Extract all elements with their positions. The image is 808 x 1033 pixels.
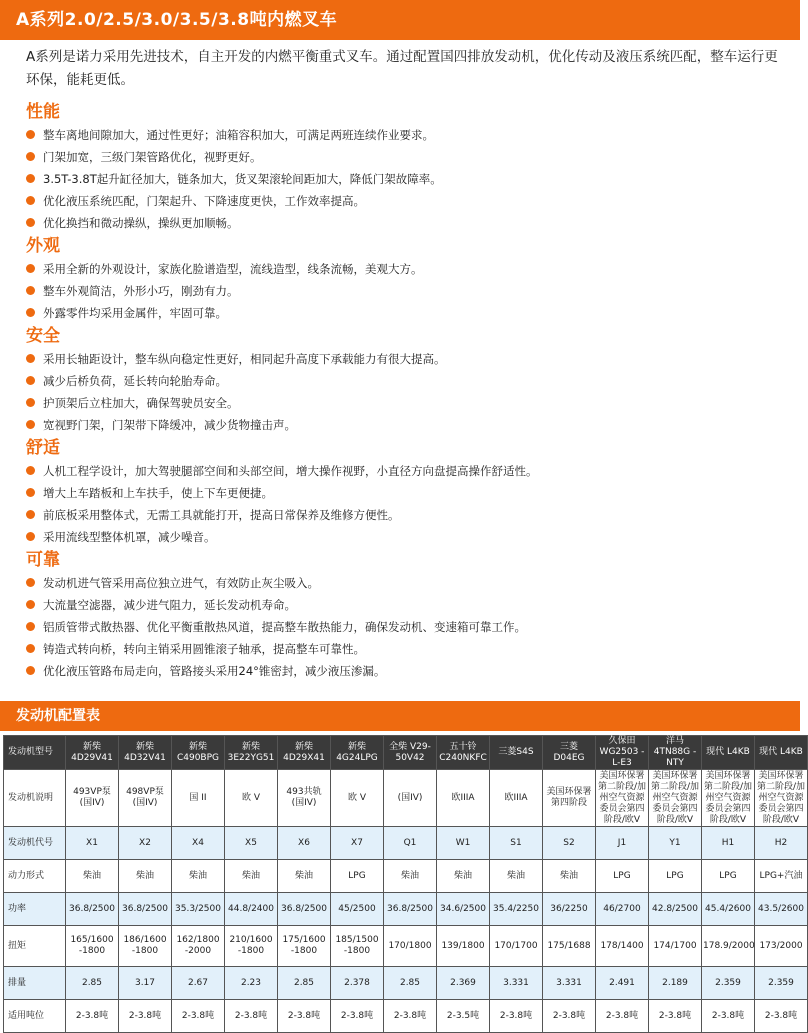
feature-item (26, 370, 796, 392)
table-cell: LPG (702, 860, 755, 893)
feature-item (26, 482, 796, 504)
feature-text: 增大上车踏板和上车扶手，使上下车更便捷。 (43, 486, 273, 500)
feature-item (26, 212, 796, 234)
table-cell: 42.8/2500 (649, 893, 702, 926)
table-cell: 162/1800 -2000 (172, 926, 225, 967)
table-cell: 36/2250 (543, 893, 596, 926)
table-cell: 2-3.5吨 (437, 1000, 490, 1033)
table-cell: 2.189 (649, 967, 702, 1000)
table-cell: 现代 L4KB (755, 736, 808, 770)
table-cell: 185/1500 -1800 (331, 926, 384, 967)
table-cell: LPG (331, 860, 384, 893)
table-cell: 欧IIIA (490, 770, 543, 827)
feature-item (26, 616, 796, 638)
table-cell: 2.491 (596, 967, 649, 1000)
bullet-dot-icon (26, 644, 35, 653)
feature-text: 优化液压管路布局走向，管路接头采用24°锥密封，减少液压渗漏。 (43, 664, 386, 678)
table-cell: 2-3.8吨 (278, 1000, 331, 1033)
bullet-dot-icon (26, 666, 35, 675)
table-cell: LPG+汽油 (755, 860, 808, 893)
feature-item (26, 504, 796, 526)
bullet-dot-icon (26, 510, 35, 519)
table-cell: 139/1800 (437, 926, 490, 967)
bullet-dot-icon (26, 354, 35, 363)
table-cell: 全柴 V29-50V42 (384, 736, 437, 770)
table-cell: 久保田 WG2503 -L-E3 (596, 736, 649, 770)
table-cell: 柴油 (66, 860, 119, 893)
table-cell: 2.369 (437, 967, 490, 1000)
table-cell: H1 (702, 827, 755, 860)
feature-text: 3.5T-3.8T起升缸径加大，链条加大，货叉架滚轮间距加大，降低门架故障率。 (43, 172, 442, 186)
row-label: 动力形式 (4, 860, 66, 893)
table-cell: 35.3/2500 (172, 893, 225, 926)
bullet-dot-icon (26, 286, 35, 295)
table-cell: 170/1700 (490, 926, 543, 967)
table-cell: S2 (543, 827, 596, 860)
table-cell: 2.85 (384, 967, 437, 1000)
bullet-dot-icon (26, 196, 35, 205)
table-cell: 现代 L4KB (702, 736, 755, 770)
table-cell: 欧 V (331, 770, 384, 827)
table-cell: 三菱S4S (490, 736, 543, 770)
feature-text: 大流量空滤器，减少进气阻力，延长发动机寿命。 (43, 598, 296, 612)
table-cell: 36.8/2500 (384, 893, 437, 926)
table-cell: 2-3.8吨 (755, 1000, 808, 1033)
feature-text: 前底板采用整体式，无需工具就能打开，提高日常保养及维修方便性。 (43, 508, 400, 522)
table-row (4, 926, 808, 967)
table-cell: 175/1600 -1800 (278, 926, 331, 967)
page-title: A系列2.0/2.5/3.0/3.5/3.8吨内燃叉车 (16, 10, 338, 30)
table-header-row (4, 736, 808, 770)
feature-text: 宽视野门架，门架带下降缓冲，减少货物撞击声。 (43, 418, 296, 432)
table-cell: 国 II (172, 770, 225, 827)
table-cell: 新柴 4D32V41 (119, 736, 172, 770)
table-cell: 174/1700 (649, 926, 702, 967)
table-cell: W1 (437, 827, 490, 860)
table-cell: 36.8/2500 (119, 893, 172, 926)
table-cell: 2-3.8吨 (66, 1000, 119, 1033)
table-cell: 欧 V (225, 770, 278, 827)
feature-text: 铝质管带式散热器、优化平衡重散热风道，提高整车散热能力，确保发动机、变速箱可靠工作。 (43, 620, 526, 634)
table-cell: 新柴 4G24LPG (331, 736, 384, 770)
table-cell: 43.5/2600 (755, 893, 808, 926)
bullet-dot-icon (26, 532, 35, 541)
feature-item (26, 190, 796, 212)
feature-item (26, 146, 796, 168)
feature-item (26, 572, 796, 594)
bullet-dot-icon (26, 218, 35, 227)
row-label: 功率 (4, 893, 66, 926)
feature-item (26, 392, 796, 414)
table-cell: 2.23 (225, 967, 278, 1000)
table-cell: 三菱 D04EG (543, 736, 596, 770)
bullet-dot-icon (26, 600, 35, 609)
engine-config-bar (0, 701, 800, 731)
table-cell: X1 (66, 827, 119, 860)
table-cell: 柴油 (172, 860, 225, 893)
table-cell: 2-3.8吨 (119, 1000, 172, 1033)
table-cell: 165/1600 -1800 (66, 926, 119, 967)
feature-text: 优化液压系统匹配，门架起升、下降速度更快，工作效率提高。 (43, 194, 365, 208)
row-label: 发动机代号 (4, 827, 66, 860)
table-cell: 2-3.8吨 (596, 1000, 649, 1033)
section-title: 舒适 (26, 438, 60, 458)
table-cell: 五十铃 C240NKFC (437, 736, 490, 770)
intro-paragraph: A系列是诺力采用先进技术，自主开发的内燃平衡重式叉车。通过配置国四排放发动机，优化传动及液压系统匹配，整车运行更环保，能耗更低。 (26, 49, 778, 88)
feature-text: 采用流线型整体机罩，减少噪音。 (43, 530, 216, 544)
section-title: 安全 (26, 326, 60, 346)
table-cell: 美国环保署第二阶段/加州空气资源委员会第四阶段/欧V (649, 770, 702, 827)
bullet-dot-icon (26, 308, 35, 317)
table-cell: 498VP泵 (国IV) (119, 770, 172, 827)
row-label: 排量 (4, 967, 66, 1000)
feature-item (26, 302, 796, 324)
feature-text: 人机工程学设计，加大驾驶腿部空间和头部空间，增大操作视野，小直径方向盘提高操作舒适性。 (43, 464, 538, 478)
table-cell: 柴油 (543, 860, 596, 893)
feature-item (26, 660, 796, 682)
feature-item (26, 124, 796, 146)
table-cell: LPG (649, 860, 702, 893)
table-cell: 2.67 (172, 967, 225, 1000)
table-cell: 493共轨 (国IV) (278, 770, 331, 827)
table-row (4, 770, 808, 827)
feature-text: 整车离地间隙加大，通过性更好；油箱容积加大，可满足两班连续作业要求。 (43, 128, 434, 142)
table-cell: 170/1800 (384, 926, 437, 967)
feature-text: 护顶架后立柱加大，确保驾驶员安全。 (43, 396, 239, 410)
table-cell: 46/2700 (596, 893, 649, 926)
title-bar (0, 0, 800, 40)
feature-text: 发动机进气管采用高位独立进气，有效防止灰尘吸入。 (43, 576, 319, 590)
feature-text: 采用全新的外观设计，家族化脸谱造型，流线造型，线条流畅，美观大方。 (43, 262, 423, 276)
table-cell: 新柴 4D29V41 (66, 736, 119, 770)
table-cell: 柴油 (437, 860, 490, 893)
table-cell: (国IV) (384, 770, 437, 827)
feature-sections (26, 100, 796, 682)
table-cell: S1 (490, 827, 543, 860)
table-cell: X6 (278, 827, 331, 860)
row-label: 扭矩 (4, 926, 66, 967)
table-cell: 新柴 4D29X41 (278, 736, 331, 770)
table-cell: X7 (331, 827, 384, 860)
table-cell: 欧IIIA (437, 770, 490, 827)
table-cell: 186/1600 -1800 (119, 926, 172, 967)
bullet-dot-icon (26, 376, 35, 385)
table-row (4, 893, 808, 926)
table-cell: 洋马 4TN88G -NTY (649, 736, 702, 770)
table-cell: 柴油 (490, 860, 543, 893)
bullet-dot-icon (26, 466, 35, 475)
table-cell: 柴油 (278, 860, 331, 893)
table-cell: 3.331 (543, 967, 596, 1000)
table-row (4, 1000, 808, 1033)
table-cell: J1 (596, 827, 649, 860)
section-title: 外观 (26, 236, 60, 256)
table-cell: 2-3.8吨 (384, 1000, 437, 1033)
table-cell: Y1 (649, 827, 702, 860)
bullet-dot-icon (26, 578, 35, 587)
bullet-dot-icon (26, 264, 35, 273)
feature-text: 优化换挡和微动操纵，操纵更加顺畅。 (43, 216, 239, 230)
table-cell: 210/1600 -1800 (225, 926, 278, 967)
bullet-dot-icon (26, 488, 35, 497)
table-cell: 173/2000 (755, 926, 808, 967)
feature-text: 门架加宽，三级门架管路优化，视野更好。 (43, 150, 262, 164)
feature-item (26, 258, 796, 280)
table-cell: 美国环保署第二阶段/加州空气资源委员会第四阶段/欧V (596, 770, 649, 827)
table-cell: 柴油 (225, 860, 278, 893)
bullet-dot-icon (26, 152, 35, 161)
table-cell: 柴油 (384, 860, 437, 893)
table-cell: 2-3.8吨 (490, 1000, 543, 1033)
table-cell: 44.8/2400 (225, 893, 278, 926)
feature-text: 铸造式转向桥，转向主销采用圆锥滚子轴承，提高整车可靠性。 (43, 642, 365, 656)
table-cell: 493VP泵 (国IV) (66, 770, 119, 827)
table-cell: 3.17 (119, 967, 172, 1000)
feature-text: 整车外观简洁，外形小巧，刚劲有力。 (43, 284, 239, 298)
row-label: 发动机型号 (4, 736, 66, 770)
table-cell: 2.378 (331, 967, 384, 1000)
table-cell: 2-3.8吨 (649, 1000, 702, 1033)
table-cell: X4 (172, 827, 225, 860)
table-cell: 2.85 (66, 967, 119, 1000)
row-label: 适用吨位 (4, 1000, 66, 1033)
feature-item (26, 526, 796, 548)
section-title: 性能 (26, 102, 60, 122)
table-cell: 2-3.8吨 (172, 1000, 225, 1033)
table-cell: 36.8/2500 (278, 893, 331, 926)
table-cell: 2.359 (755, 967, 808, 1000)
bullet-dot-icon (26, 174, 35, 183)
table-cell: 美国环保署第二阶段/加州空气资源委员会第四阶段/欧V (702, 770, 755, 827)
table-cell: X5 (225, 827, 278, 860)
engine-config-title: 发动机配置表 (16, 708, 100, 724)
table-cell: 柴油 (119, 860, 172, 893)
table-cell: 45/2500 (331, 893, 384, 926)
bullet-dot-icon (26, 130, 35, 139)
feature-item (26, 414, 796, 436)
feature-text: 外露零件均采用金属件，牢固可靠。 (43, 306, 227, 320)
table-cell: 178/1400 (596, 926, 649, 967)
table-row (4, 967, 808, 1000)
table-cell: 178.9/2000 (702, 926, 755, 967)
engine-config-table (3, 735, 808, 1033)
feature-item (26, 638, 796, 660)
table-cell: LPG (596, 860, 649, 893)
feature-item (26, 168, 796, 190)
feature-text: 采用长轴距设计，整车纵向稳定性更好，相同起升高度下承载能力有很大提高。 (43, 352, 446, 366)
table-cell: 新柴 3E22YG51 (225, 736, 278, 770)
feature-item (26, 348, 796, 370)
table-cell: 2.85 (278, 967, 331, 1000)
feature-item (26, 594, 796, 616)
table-cell: X2 (119, 827, 172, 860)
table-cell: 36.8/2500 (66, 893, 119, 926)
table-cell: 美国环保署 第四阶段 (543, 770, 596, 827)
table-cell: 2-3.8吨 (331, 1000, 384, 1033)
table-cell: 35.4/2250 (490, 893, 543, 926)
table-cell: 175/1688 (543, 926, 596, 967)
bullet-dot-icon (26, 398, 35, 407)
section-title: 可靠 (26, 550, 60, 570)
table-cell: 2.359 (702, 967, 755, 1000)
feature-item (26, 280, 796, 302)
feature-text: 减少后桥负荷，延长转向轮胎寿命。 (43, 374, 227, 388)
feature-item (26, 460, 796, 482)
table-cell: 2-3.8吨 (543, 1000, 596, 1033)
row-label: 发动机说明 (4, 770, 66, 827)
table-cell: 新柴 C490BPG (172, 736, 225, 770)
table-cell: 34.6/2500 (437, 893, 490, 926)
table-cell: H2 (755, 827, 808, 860)
table-row (4, 827, 808, 860)
table-cell: 45.4/2600 (702, 893, 755, 926)
table-cell: 美国环保署第二阶段/加州空气资源委员会第四阶段/欧V (755, 770, 808, 827)
table-cell: 3.331 (490, 967, 543, 1000)
table-cell: 2-3.8吨 (225, 1000, 278, 1033)
table-cell: 2-3.8吨 (702, 1000, 755, 1033)
table-cell: Q1 (384, 827, 437, 860)
bullet-dot-icon (26, 622, 35, 631)
table-row (4, 860, 808, 893)
bullet-dot-icon (26, 420, 35, 429)
